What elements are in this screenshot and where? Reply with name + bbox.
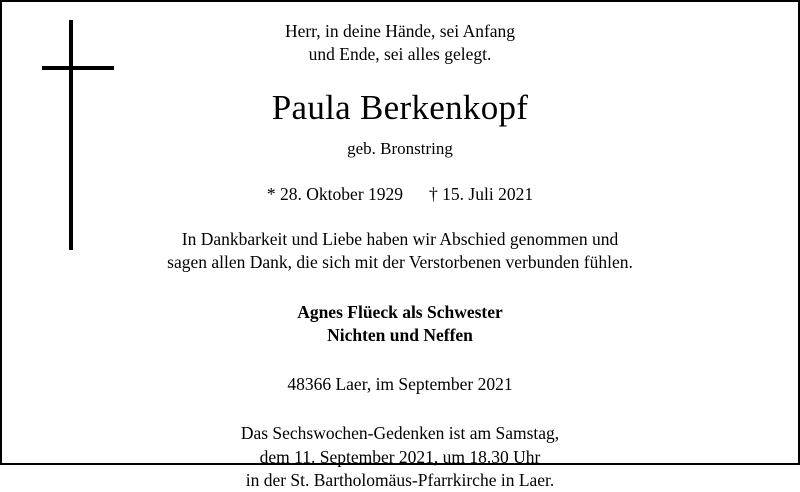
mourner-line-2: Nichten und Neffen <box>327 325 473 346</box>
cross-vertical-bar <box>69 20 73 250</box>
cross-horizontal-bar <box>42 66 114 70</box>
service-line-3: in der St. Bartholomäus-Pfarrkirche in Laer. <box>245 470 555 491</box>
verse-block <box>32 20 768 67</box>
mourners-block <box>32 301 768 348</box>
message-block <box>32 228 768 275</box>
birth-date: * 28. Oktober 1929 <box>266 183 404 204</box>
service-line-2: dem 11. September 2021, um 18.30 Uhr <box>259 446 541 467</box>
service-line-1: Das Sechswochen-Gedenken ist am Samstag, <box>240 423 560 444</box>
message-line-1: In Dankbarkeit und Liebe haben wir Abschied genommen und <box>181 228 619 249</box>
verse-line-1: Herr, in deine Hände, sei Anfang <box>284 21 516 41</box>
life-dates <box>32 183 768 206</box>
service-block <box>32 422 768 492</box>
death-date: † 15. Juli 2021 <box>429 183 534 204</box>
obituary-content <box>32 20 768 492</box>
message-line-2: sagen allen Dank, die sich mit der Verstorbenen verbunden fühlen. <box>167 252 633 273</box>
mourner-line-1: Agnes Flüeck als Schwester <box>297 301 503 322</box>
place-and-date: 48366 Laer, im September 2021 <box>287 373 513 394</box>
maiden-name: geb. Bronstring <box>347 138 453 158</box>
verse-line-2: und Ende, sei alles gelegt. <box>308 44 492 65</box>
cross-icon <box>42 20 114 250</box>
deceased-name: Paula Berkenkopf <box>271 87 529 127</box>
